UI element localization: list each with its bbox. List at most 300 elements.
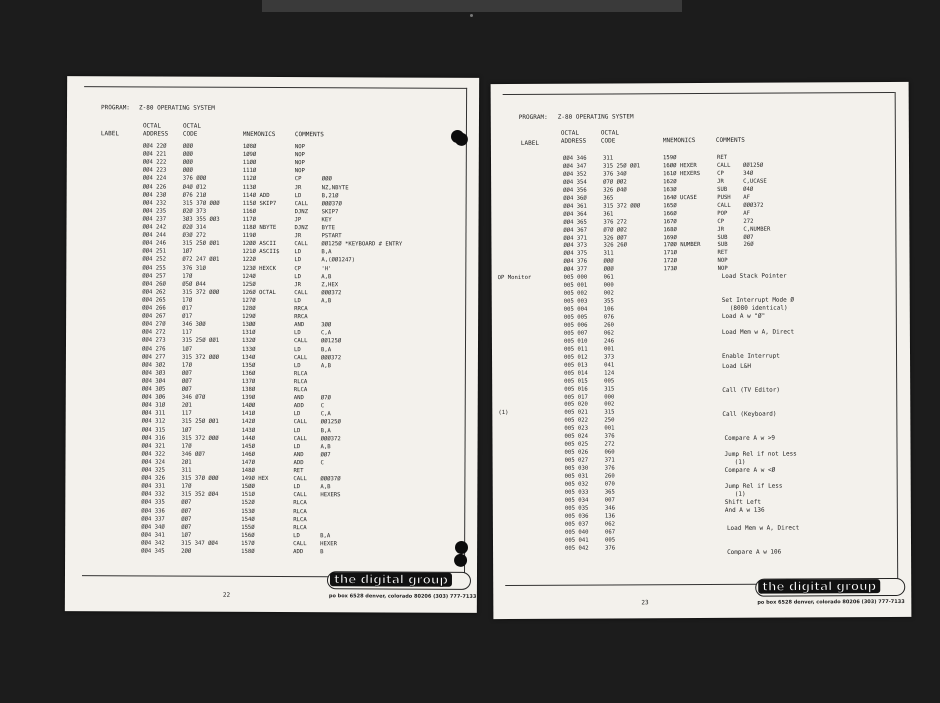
- row-address: ØØ4 376: [563, 258, 588, 266]
- comment-note: Load Mem w A, Direct: [721, 328, 795, 336]
- row-line-label: 115Ø SKIP7: [242, 200, 277, 207]
- row-address: 005 035: [564, 505, 589, 512]
- row-code: 365: [603, 195, 614, 202]
- row-address: ØØ4 332: [141, 491, 165, 498]
- row-line-label: 147Ø: [241, 459, 255, 466]
- logo-text: the digital group: [330, 572, 452, 587]
- row-operand: B,A: [321, 249, 332, 256]
- row-address: 005 032: [564, 481, 589, 488]
- row-line-label: 1Ø8Ø: [242, 143, 257, 150]
- row-address: ØØ4 352: [563, 171, 587, 178]
- row-code: 315: [604, 409, 615, 416]
- row-line-label: 121Ø ASCII$: [242, 249, 280, 256]
- row-address: ØØ4 252: [142, 256, 166, 263]
- row-code: 17Ø: [181, 362, 193, 369]
- row-address: ØØ4 226: [142, 183, 167, 191]
- row-line-label: 142Ø: [241, 419, 256, 426]
- row-mnemonic: CALL: [294, 200, 309, 207]
- row-code: 315 37Ø ØØØ: [182, 200, 220, 207]
- row-operand: NZ,NBYTE: [321, 184, 349, 191]
- row-address: 005 041: [564, 537, 589, 544]
- row-mnemonic: JR: [294, 233, 302, 240]
- row-mnemonic: RET: [717, 250, 728, 257]
- row-address: ØØ4 345: [141, 548, 165, 555]
- row-line-label: 116Ø: [242, 208, 257, 215]
- row-address: ØØ4 342: [141, 540, 165, 547]
- row-operand: C: [320, 460, 324, 467]
- comment-note: Call (TV Editor): [722, 386, 781, 394]
- row-code: 000: [604, 393, 615, 401]
- row-address: ØØ4 356: [563, 187, 587, 194]
- row-mnemonic: CALL: [293, 540, 307, 548]
- row-mnemonic: POP: [717, 210, 728, 217]
- row-line-label: 141Ø: [241, 411, 256, 418]
- row-address: ØØ4 267: [142, 313, 166, 320]
- row-mnemonic: CALL: [717, 202, 731, 209]
- row-mnemonic: CALL: [293, 419, 308, 426]
- col-header-comments: COMMENTS: [715, 136, 745, 144]
- row-code: ØØ7: [181, 508, 192, 515]
- row-line-label: 127Ø: [242, 297, 256, 304]
- row-code: 315 347 ØØ4: [181, 540, 219, 547]
- comment-note: Enable Interrupt: [722, 352, 780, 360]
- binder-hole: [451, 130, 464, 143]
- row-line-label: 111Ø: [242, 168, 257, 175]
- row-line-label: 153Ø: [241, 508, 255, 515]
- row-code: 1Ø7: [181, 427, 192, 434]
- row-mnemonic: CALL: [294, 289, 308, 296]
- row-address: 005 016: [564, 386, 588, 393]
- row-address: ØØ4 336: [141, 507, 165, 515]
- row-code: 005: [604, 537, 616, 544]
- row-line-label: 128Ø: [242, 305, 256, 312]
- row-code: 326 26Ø: [603, 242, 628, 249]
- row-address: ØØ4 31Ø: [141, 402, 166, 409]
- row-code: 041: [604, 362, 615, 369]
- row-address: ØØ4 235: [142, 208, 167, 215]
- row-code: 315 25Ø ØØ1: [181, 418, 219, 426]
- address-line: po box 6528 denver, colorado 80206 (303) 777-7133: [328, 593, 477, 600]
- row-code: 000: [603, 282, 614, 289]
- row-address: ØØ4 367: [563, 227, 587, 234]
- row-operand: C,A: [320, 411, 331, 418]
- row-address: 005 002: [563, 290, 588, 297]
- row-code: 001: [604, 425, 615, 432]
- row-address: ØØ4 251: [142, 248, 166, 255]
- row-address: ØØ4 23Ø: [142, 192, 167, 199]
- row-code: 365: [604, 489, 615, 496]
- row-code: 272: [604, 441, 615, 448]
- col-header-comments: COMMENTS: [294, 131, 324, 139]
- row-mnemonic: NOP: [717, 266, 728, 273]
- row-address: ØØ4 36Ø: [563, 195, 587, 202]
- row-address: 005 021: [564, 409, 588, 417]
- row-line-label: 144Ø: [241, 435, 256, 442]
- row-mnemonic: LD: [293, 411, 301, 418]
- row-line-label: 167Ø: [663, 218, 677, 225]
- row-line-label: 163Ø: [663, 186, 677, 193]
- row-line-label: 15ØØ: [241, 484, 255, 491]
- row-address: 005 014: [564, 370, 588, 377]
- col-header-address-1: OCTAL: [560, 129, 579, 137]
- row-line-label: 11ØØ: [242, 160, 257, 167]
- row-mnemonic: RLCA: [293, 387, 308, 394]
- row-mnemonic: RLCA: [293, 370, 308, 377]
- row-mnemonic: RLCA: [293, 378, 308, 386]
- row-address: ØØ4 222: [142, 159, 167, 166]
- row-operand: 34Ø: [743, 170, 754, 177]
- row-line-label: 126Ø OCTAL: [242, 289, 276, 296]
- row-address: ØØ4 335: [141, 499, 165, 506]
- row-code: 061: [603, 274, 614, 281]
- row-operand: ØØ125Ø *KEYBOARD # ENTRY: [321, 241, 403, 248]
- row-line-label: 123Ø HEXCK: [242, 265, 277, 272]
- row-operand: ØØØ372: [320, 435, 341, 442]
- row-code: 246: [603, 338, 615, 345]
- row-address: ØØ4 255: [142, 264, 166, 272]
- comment-note: (1): [734, 458, 746, 466]
- row-code: 2Ø1: [181, 402, 192, 409]
- row-operand: HEXERS: [320, 492, 341, 499]
- row-operand: A,B: [321, 273, 332, 280]
- row-code: 17Ø: [182, 297, 193, 304]
- row-address: ØØ4 331: [141, 483, 165, 490]
- row-address: 005 040: [564, 529, 589, 536]
- row-code: 376 ØØØ: [182, 175, 207, 183]
- row-line-label: 119Ø: [242, 232, 256, 240]
- row-mnemonic: LD: [294, 273, 302, 280]
- row-operand: 'H': [321, 265, 332, 272]
- col-header-code-2: CODE: [182, 130, 198, 138]
- row-code: 346 Ø7Ø: [181, 394, 206, 401]
- row-code: Ø7Ø ØØ2: [603, 226, 627, 234]
- row-line-label: 172Ø: [663, 258, 678, 265]
- row-mnemonic: CALL: [717, 162, 731, 169]
- row-operand: Ø7Ø: [320, 395, 331, 402]
- row-operand: AF: [743, 210, 751, 217]
- row-code: ØØØ: [182, 143, 193, 150]
- row-address: ØØ4 322: [141, 451, 166, 458]
- row-address: 005 000: [563, 274, 588, 281]
- row-operand: A,B: [320, 484, 331, 491]
- row-line-label: 164Ø UCASE: [663, 194, 697, 201]
- row-mnemonic: CALL: [293, 492, 307, 499]
- row-mnemonic: AND: [293, 451, 304, 458]
- row-mnemonic: CP: [717, 218, 725, 225]
- comment-note: Load A w "Ø": [721, 312, 766, 320]
- row-mnemonic: LD: [294, 297, 301, 305]
- row-code: 346 ØØ7: [181, 451, 206, 458]
- row-mnemonic: CP: [717, 170, 724, 177]
- row-address: 005 003: [563, 298, 588, 305]
- row-address: 005 030: [564, 465, 589, 472]
- row-mnemonic: SUB: [717, 234, 728, 241]
- row-address: 005 022: [564, 417, 588, 425]
- row-code: 346 3ØØ: [182, 321, 206, 328]
- row-operand: PSTART: [321, 233, 342, 240]
- row-code: 315 37Ø ØØØ: [181, 475, 219, 482]
- row-operand: A,B: [321, 298, 332, 305]
- row-code: 311: [181, 467, 192, 474]
- row-address: ØØ4 257: [142, 273, 166, 280]
- row-line-label: 155Ø: [241, 524, 255, 531]
- row-code: 376 34Ø: [603, 171, 627, 178]
- row-line-label: 117Ø: [242, 216, 257, 223]
- row-line-label: 154Ø: [241, 516, 255, 523]
- row-line-label: 159Ø: [662, 155, 677, 162]
- row-line-label: 132Ø: [242, 338, 256, 345]
- row-line-label: 152Ø: [241, 500, 255, 507]
- row-line-label: 171Ø: [663, 250, 677, 257]
- row-code: ØØØ: [603, 258, 614, 265]
- row-operand: BYTE: [321, 225, 336, 232]
- frame-bottom: [82, 575, 330, 577]
- col-header-mnemonics: MNEMONICS: [662, 137, 696, 145]
- row-mnemonic: CALL: [293, 354, 308, 361]
- row-address: 005 012: [564, 354, 588, 361]
- row-line-label: 162Ø: [663, 178, 677, 186]
- row-code: 002: [603, 290, 614, 297]
- row-address: ØØ4 273: [142, 337, 166, 344]
- row-line-label: 16ØØ HEXER: [663, 162, 697, 170]
- comment-note: (8080 identical): [729, 304, 788, 312]
- row-address: ØØ4 242: [142, 224, 167, 231]
- row-mnemonic: NOP: [294, 168, 305, 175]
- row-operand: Ø4Ø: [743, 186, 754, 193]
- row-line-label: 165Ø: [663, 202, 677, 209]
- row-operand: ØØØ: [321, 176, 332, 183]
- row-address: ØØ4 3Ø2: [141, 362, 166, 369]
- row-line-label: 1Ø9Ø: [242, 151, 257, 159]
- row-address: ØØ4 365: [563, 219, 587, 226]
- row-mnemonic: NOP: [294, 144, 305, 151]
- row-code: 106: [603, 306, 614, 313]
- row-operand: ØØ125Ø: [320, 419, 341, 426]
- row-line-label: 146Ø: [241, 451, 256, 458]
- row-code: 346: [604, 505, 615, 512]
- row-mnemonic: RRCA: [294, 314, 308, 321]
- page-number: 22: [222, 591, 231, 599]
- row-code: Ø76 21Ø: [182, 192, 207, 199]
- row-address: 005 037: [564, 521, 589, 528]
- row-line-label: 139Ø: [241, 394, 256, 402]
- row-address: ØØ4 272: [142, 329, 166, 336]
- row-code: Ø5Ø Ø44: [182, 281, 206, 288]
- row-code: ØØØ: [603, 266, 614, 273]
- row-line-label: 113Ø: [242, 184, 257, 191]
- row-address: ØØ4 324: [141, 459, 166, 466]
- row-mnemonic: CALL: [293, 435, 308, 442]
- frame-bottom: [505, 584, 757, 586]
- row-address: ØØ4 315: [141, 426, 166, 434]
- row-mnemonic: JR: [294, 184, 302, 191]
- row-address: ØØ4 341: [141, 532, 165, 539]
- col-header-mnemonics: MNEMONICS: [242, 130, 276, 139]
- row-operand: KEY: [321, 217, 332, 224]
- row-mnemonic: LD: [293, 346, 301, 353]
- row-code: 260: [603, 322, 614, 329]
- row-mnemonic: JR: [717, 178, 724, 185]
- row-address: 005 042: [565, 545, 589, 552]
- row-line-label: 122Ø: [242, 257, 256, 264]
- row-line-label: 13ØØ: [242, 322, 256, 329]
- row-address: ØØ4 377: [563, 266, 588, 274]
- row-line-label: 157Ø: [241, 540, 255, 547]
- row-address: ØØ4 325: [141, 467, 166, 474]
- row-line-label: 135Ø: [241, 362, 256, 369]
- row-address: ØØ4 276: [141, 345, 166, 353]
- row-address: ØØ4 346: [562, 155, 587, 162]
- row-mnemonic: LD: [293, 532, 300, 539]
- row-code: 311: [602, 155, 614, 162]
- row-code: 002: [604, 401, 615, 408]
- row-operand: SKIP7: [321, 209, 339, 216]
- col-header-address-2: ADDRESS: [560, 137, 587, 145]
- row-line-label: 138Ø: [241, 386, 256, 393]
- row-line-label: 124Ø: [242, 273, 256, 280]
- row-address: ØØ4 34Ø: [141, 524, 165, 531]
- row-line-label: 12ØØ ASCII: [242, 241, 277, 248]
- row-code: ØØ7: [181, 499, 192, 507]
- row-code: 376: [605, 544, 616, 552]
- row-address: 005 025: [564, 441, 589, 448]
- row-code: ØØ7: [181, 524, 192, 531]
- row-operand: ØØØ37Ø: [320, 476, 341, 483]
- row-mnemonic: RLCA: [293, 508, 307, 515]
- comment-note: Shift Left: [724, 498, 761, 506]
- row-operand: AF: [743, 194, 750, 201]
- row-line-label: 118Ø NBYTE: [242, 224, 277, 232]
- row-mnemonic: LD: [294, 192, 302, 199]
- row-mnemonic: CALL: [293, 476, 307, 483]
- row-operand: A,(ØØ1247): [321, 257, 356, 264]
- page-number: 23: [641, 599, 649, 607]
- col-header-label: LABEL: [520, 139, 539, 147]
- row-mnemonic: RET: [716, 154, 728, 161]
- row-mnemonic: LD: [293, 443, 301, 450]
- frame-right: [464, 88, 467, 578]
- row-code: 1Ø7: [182, 248, 193, 255]
- row-address: ØØ4 277: [141, 354, 166, 361]
- row-code: 250: [604, 417, 615, 424]
- row-operand: C,NUMBER: [743, 226, 771, 233]
- comment-note: Load L&H: [722, 362, 752, 370]
- row-code: 117: [182, 329, 193, 336]
- row-operand: B,21Ø: [321, 192, 339, 199]
- row-address: ØØ4 246: [142, 240, 167, 247]
- row-address: ØØ4 364: [563, 211, 587, 218]
- row-code: ØØØ: [182, 151, 193, 158]
- row-line-label: 156Ø: [241, 532, 255, 539]
- row-line-label: 166Ø: [663, 210, 677, 217]
- row-mnemonic: CALL: [294, 241, 308, 248]
- row-operand: ØØØ372: [321, 290, 342, 297]
- row-code: 326 ØØ7: [603, 234, 628, 242]
- row-mnemonic: RLCA: [293, 516, 307, 523]
- row-code: 315 25Ø ØØ1: [603, 163, 641, 170]
- row-address: ØØ4 221: [142, 151, 167, 158]
- col-header-code-1: OCTAL: [182, 122, 202, 130]
- comment-note: (1): [734, 490, 746, 498]
- row-code: ØØØ: [182, 159, 193, 166]
- program-label: PROGRAM:: [518, 113, 548, 121]
- row-line-label: 125Ø: [242, 281, 256, 288]
- row-mnemonic: PUSH: [717, 194, 731, 201]
- comment-note: And A w 136: [724, 506, 765, 514]
- row-operand: ØØØ372: [743, 202, 764, 209]
- row-address: ØØ4 237: [142, 216, 167, 223]
- row-address: 005 005: [563, 314, 588, 321]
- row-mnemonic: NOP: [294, 160, 305, 167]
- binder-hole: [454, 554, 467, 567]
- digital-group-logo: [755, 578, 905, 597]
- logo-text: the digital group: [758, 579, 880, 594]
- row-code: 1Ø7: [181, 346, 193, 353]
- digital-group-logo: [327, 571, 471, 590]
- row-mnemonic: DJNZ: [294, 208, 309, 215]
- row-mnemonic: JR: [717, 226, 725, 233]
- comment-note: Load Stack Pointer: [721, 272, 787, 280]
- row-code: 2Ø1: [181, 459, 192, 466]
- listing-page-left: [65, 76, 479, 613]
- row-code: ØØ7: [181, 516, 192, 523]
- row-line-label: 168Ø: [663, 226, 677, 233]
- row-line-label: 133Ø: [241, 346, 256, 353]
- row-line-label: 112Ø: [242, 176, 257, 183]
- col-header-label: LABEL: [100, 130, 119, 138]
- row-mnemonic: LD: [293, 362, 301, 369]
- row-code: 260: [604, 473, 615, 480]
- row-code: Ø3Ø 272: [182, 232, 207, 239]
- row-line-label: 169Ø: [663, 234, 677, 241]
- row-code: Ø17: [182, 313, 193, 320]
- row-label: OP Monitor: [497, 275, 532, 282]
- row-address: ØØ4 232: [142, 200, 167, 207]
- row-address: ØØ4 266: [142, 305, 166, 312]
- row-mnemonic: ADD: [293, 459, 304, 467]
- row-line-label: 134Ø: [241, 354, 256, 361]
- row-code: 315 352 ØØ4: [181, 491, 219, 499]
- row-line-label: 136Ø: [241, 370, 256, 377]
- row-address: ØØ4 312: [141, 418, 166, 425]
- col-header-address-2: ADDRESS: [142, 130, 169, 138]
- row-code: Ø17: [182, 305, 193, 312]
- row-code: 311: [603, 250, 614, 257]
- row-operand: 272: [743, 218, 754, 225]
- row-address: 005 036: [564, 513, 589, 520]
- row-line-label: 149Ø HEX: [241, 475, 269, 483]
- row-address: ØØ4 375: [563, 250, 588, 258]
- row-code: 067: [604, 529, 616, 536]
- col-header-address-1: OCTAL: [142, 122, 162, 130]
- comment-note: Compare A w <Ø: [724, 466, 776, 474]
- row-code: 17Ø: [182, 273, 193, 280]
- dust-speck: [470, 14, 473, 17]
- row-code: 315 372 ØØØ: [603, 203, 641, 210]
- row-code: 062: [604, 521, 616, 528]
- row-code: 376: [604, 433, 615, 440]
- row-code: 376 272: [603, 218, 627, 226]
- row-code: 076: [603, 314, 614, 321]
- row-mnemonic: LD: [294, 249, 302, 256]
- row-operand: ØØ7: [320, 452, 331, 459]
- row-mnemonic: SUB: [717, 186, 728, 193]
- row-code: 117: [181, 410, 192, 417]
- row-address: 005 017: [564, 394, 588, 401]
- row-mnemonic: RLCA: [293, 500, 307, 507]
- program-name: Z-80 OPERATING SYSTEM: [557, 113, 634, 121]
- row-address: 005 007: [563, 330, 588, 337]
